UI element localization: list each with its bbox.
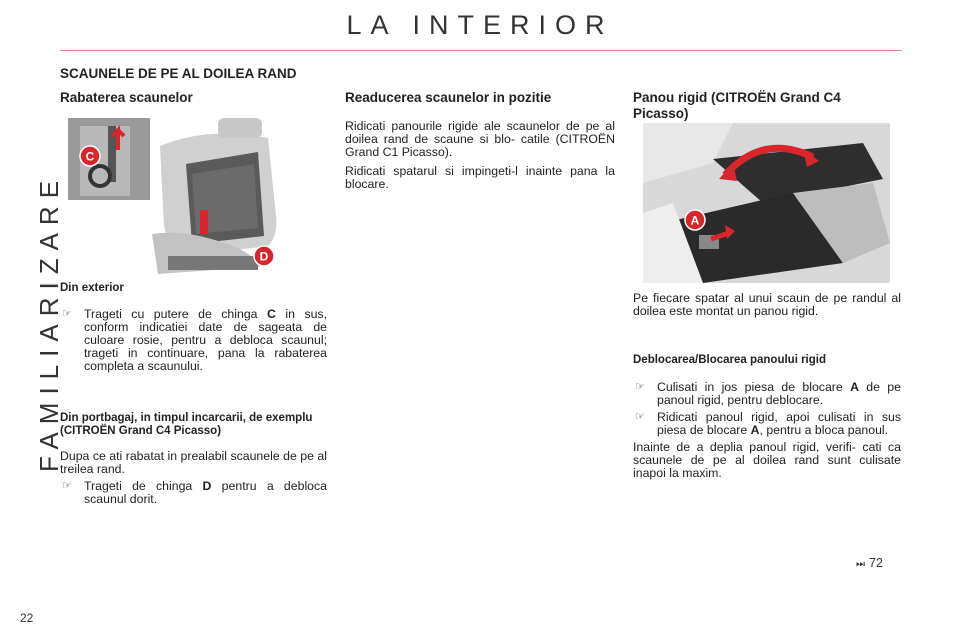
callout-a-label: A xyxy=(690,213,700,228)
callout-d-label: D xyxy=(259,249,269,264)
bullet-icon: ☞ xyxy=(635,411,645,423)
seat-illustration xyxy=(68,116,288,282)
seat-strap-photo xyxy=(68,116,288,282)
instruction-raise-panel: ☞ Ridicati panoul rigid, apoi culisati in sus piesa de blocare A, pentru a bloca panoul. xyxy=(635,410,901,437)
rigid-panel-paragraph-1: Pe fiecare spatar al unui scaun de pe randul al doilea este montat un panou rigid. xyxy=(633,291,901,318)
instruction-pull-strap-d: ☞ Trageti de chinga D pentru a debloca scaunul dorit. xyxy=(62,479,327,506)
header-rule xyxy=(60,50,902,51)
trunk-paragraph: Dupa ce ati rabatat in prealabil scaunele de pe al treilea rand. xyxy=(60,449,327,476)
column-rigid-panel-text xyxy=(633,292,901,480)
column-seat-repositioning xyxy=(345,90,615,191)
double-arrow-right-icon: ⏭ xyxy=(856,559,865,570)
heading-rigid-panel: Panou rigid (CITROËN Grand C4 Picasso) xyxy=(633,90,841,121)
page-title: LA INTERIOR xyxy=(346,10,614,40)
sidebar-section-label: FAMILIARIZARE xyxy=(34,172,64,472)
bullet-icon: ☞ xyxy=(62,308,72,320)
heading-seat-repositioning: Readucerea scaunelor in pozitie xyxy=(345,90,552,105)
subheading-from-trunk: Din portbagaj, in timpul incarcarii, de exemplu (CITROËN Grand C4 Picasso) xyxy=(60,412,313,437)
column-seat-folding xyxy=(60,90,327,106)
instruction-slide-down-a: ☞ Culisati in jos piesa de blocare A de pe panoul rigid, pentru deblocare. xyxy=(635,380,901,407)
rigid-panel-paragraph-2: Inainte de a deplia panoul rigid, verifi- cati ca scaunele de pe al doilea rand sunt culisate inapoi la maxim. xyxy=(633,440,901,480)
column-seat-folding-text xyxy=(60,282,327,506)
instruction-pull-strap-c: ☞ Trageti cu putere de chinga C in sus, conform indicatiei date de sageata de culoare rosie, pentru a debloca scaunul; trageti in continuare, pana la rabaterea completa a scaunului. xyxy=(62,307,327,373)
rigid-panel-photo xyxy=(643,123,890,283)
subheading-from-outside: Din exterior xyxy=(60,282,124,294)
callout-c-label: C xyxy=(85,149,95,164)
subheading-unlock-lock-panel: Deblocarea/Blocarea panoului rigid xyxy=(633,354,826,366)
bullet-icon: ☞ xyxy=(62,480,72,492)
column-rigid-panel xyxy=(633,90,901,122)
page-reference-number: 72 xyxy=(869,556,883,570)
page-number: 22 xyxy=(20,611,34,625)
bullet-icon: ☞ xyxy=(635,381,645,393)
repositioning-paragraph-1: Ridicati panourile rigide ale scaunelor de pe al doilea rand de scaune si blo- catile (CITROËN Grand C1 Picasso). xyxy=(345,119,615,159)
heading-seat-folding: Rabaterea scaunelor xyxy=(60,90,193,105)
page-reference-link[interactable] xyxy=(856,556,883,570)
rigid-panel-illustration xyxy=(643,123,890,283)
section-title: SCAUNELE DE PE AL DOILEA RAND xyxy=(60,66,297,81)
repositioning-paragraph-2: Ridicati spatarul si impingeti-l inainte pana la blocare. xyxy=(345,164,615,191)
